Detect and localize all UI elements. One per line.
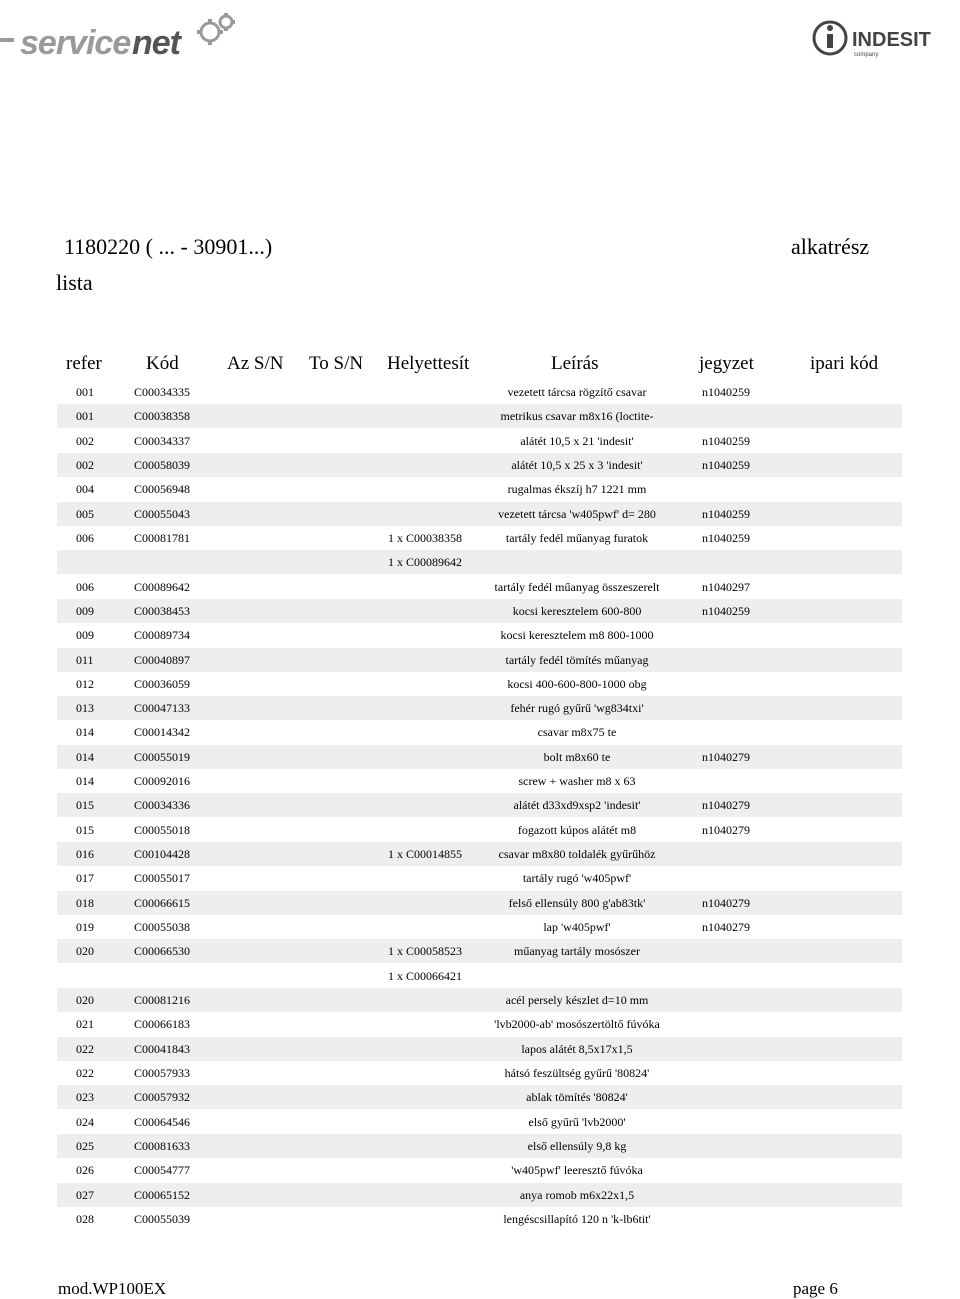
refer-cell: 022 xyxy=(76,1065,94,1080)
jegyzet-cell: n1040279 xyxy=(702,749,750,764)
table-row xyxy=(57,623,902,647)
kod-cell: C00057932 xyxy=(134,1090,191,1105)
kod-cell: C00058039 xyxy=(134,457,191,472)
kod-cell: C00055038 xyxy=(134,920,191,935)
refer-cell: 020 xyxy=(76,944,94,959)
col-header-refer: refer xyxy=(66,353,102,374)
leiras-cell: 'w405pwf' leeresztő fúvóka xyxy=(511,1163,643,1178)
leiras-cell: screw + washer m8 x 63 xyxy=(518,774,636,789)
table-row xyxy=(57,696,902,720)
kod-cell: C00056948 xyxy=(134,482,191,497)
svg-text:net: net xyxy=(132,24,180,62)
table-row xyxy=(57,404,902,428)
jegyzet-cell: n1040259 xyxy=(702,603,750,618)
leiras-cell: anya romob m6x22x1,5 xyxy=(519,1187,635,1202)
kod-cell: C00055039 xyxy=(134,1211,191,1226)
leiras-cell: 'lvb2000-ab' mosószertöltő fúvóka xyxy=(494,1017,660,1032)
refer-cell: 026 xyxy=(76,1163,94,1178)
kod-cell: C00034335 xyxy=(134,385,191,399)
table-row xyxy=(57,672,902,696)
table-row xyxy=(57,745,902,769)
leiras-cell: lengéscsillapító 120 n 'k-lb6tit' xyxy=(503,1211,651,1226)
document-title: 1180220 ( ... - 30901...) xyxy=(64,234,273,259)
table-row xyxy=(57,818,902,842)
refer-cell: 015 xyxy=(76,822,94,837)
jegyzet-cell: n1040259 xyxy=(702,433,750,448)
col-header-jegyzet: jegyzet xyxy=(699,353,754,374)
kod-cell: C00104428 xyxy=(134,847,191,862)
refer-cell: 004 xyxy=(76,482,94,497)
leiras-cell: lapos alátét 8,5x17x1,5 xyxy=(521,1041,633,1056)
jegyzet-cell: n1040259 xyxy=(702,457,750,472)
kod-cell: C00089734 xyxy=(134,628,191,643)
table-row xyxy=(57,502,902,526)
table-row xyxy=(57,453,902,477)
table-row xyxy=(57,526,902,550)
kod-cell: C00041843 xyxy=(134,1041,191,1056)
refer-cell: 009 xyxy=(76,628,94,643)
kod-cell: C00066183 xyxy=(134,1017,191,1032)
refer-cell: 002 xyxy=(76,457,94,472)
refer-cell: 022 xyxy=(76,1041,94,1056)
svg-text:INDESIT: INDESIT xyxy=(852,29,931,51)
table-row xyxy=(57,1012,902,1036)
kod-cell: C00066615 xyxy=(134,895,191,910)
leiras-cell: ablak tömítés '80824' xyxy=(526,1090,628,1105)
kod-cell: C00066530 xyxy=(134,944,191,959)
table-row xyxy=(57,842,902,866)
table-row xyxy=(57,1085,902,1109)
kod-cell: C00065152 xyxy=(134,1187,191,1202)
jegyzet-cell: n1040259 xyxy=(702,385,750,399)
leiras-cell: tartály fedél műanyag furatok xyxy=(505,530,649,545)
footer-model: mod.WP100EX xyxy=(58,1279,167,1298)
leiras-cell: első gyűrű 'lvb2000' xyxy=(528,1114,626,1129)
table-row xyxy=(57,939,902,963)
leiras-cell: acél persely készlet d=10 mm xyxy=(505,993,649,1007)
table-row xyxy=(57,1061,902,1085)
table-row xyxy=(57,1207,902,1231)
refer-cell: 012 xyxy=(76,676,94,691)
refer-cell: 023 xyxy=(76,1090,94,1105)
kod-cell: C00055018 xyxy=(134,822,191,837)
leiras-cell: tartály rugó 'w405pwf' xyxy=(522,871,632,886)
kod-cell: C00064546 xyxy=(134,1114,191,1129)
table-row xyxy=(57,866,902,890)
col-header-leiras: Leírás xyxy=(551,353,599,374)
refer-cell: 018 xyxy=(76,895,94,910)
kod-cell: C00034337 xyxy=(134,433,191,448)
document-title-suffix: alkatrész xyxy=(791,234,870,259)
table-row xyxy=(57,915,902,939)
leiras-cell: hátsó feszültség gyűrű '80824' xyxy=(504,1065,650,1080)
document-title-line2: lista xyxy=(56,270,93,295)
jegyzet-cell: n1040279 xyxy=(702,822,750,837)
leiras-cell: tartály fedél tömítés műanyag xyxy=(505,652,649,667)
refer-cell: 014 xyxy=(76,749,94,764)
table-row xyxy=(57,1134,902,1158)
leiras-cell: tartály fedél műanyag összeszerelt xyxy=(494,579,660,594)
refer-cell: 024 xyxy=(76,1114,94,1129)
col-header-kod: Kód xyxy=(146,353,179,374)
kod-cell: C00014342 xyxy=(134,725,191,740)
col-header-ipari-kod: ipari kód xyxy=(810,353,879,374)
jegyzet-cell: n1040279 xyxy=(702,920,750,935)
servicenet-logo xyxy=(0,8,260,68)
refer-cell: 006 xyxy=(76,530,94,545)
leiras-cell: kocsi keresztelem 600-800 xyxy=(512,603,642,618)
refer-cell: 027 xyxy=(76,1187,94,1202)
jegyzet-cell: n1040259 xyxy=(702,530,750,545)
kod-cell: C00089642 xyxy=(134,579,191,594)
table-row xyxy=(57,1110,902,1134)
refer-cell: 016 xyxy=(76,847,94,862)
leiras-cell: vezetett tárcsa rögzítő csavar xyxy=(507,385,647,399)
refer-cell: 013 xyxy=(76,701,94,716)
refer-cell: 002 xyxy=(76,433,94,448)
helyettesit-cell: 1 x C00014855 xyxy=(388,847,463,862)
kod-cell: C00054777 xyxy=(134,1163,191,1178)
refer-cell: 006 xyxy=(76,579,94,594)
kod-cell: C00057933 xyxy=(134,1065,191,1080)
col-header-helyettesit: Helyettesít xyxy=(387,353,470,374)
table-row xyxy=(57,380,902,404)
kod-cell: C00038453 xyxy=(134,603,191,618)
leiras-cell: kocsi 400-600-800-1000 obg xyxy=(507,676,647,691)
refer-cell: 011 xyxy=(76,652,94,667)
kod-cell: C00036059 xyxy=(134,676,191,691)
leiras-cell: csavar m8x80 toldalék gyűrűhöz xyxy=(498,847,656,862)
kod-cell: C00038358 xyxy=(134,409,191,424)
table-row xyxy=(57,720,902,744)
table-row xyxy=(57,988,902,1012)
helyettesit-cell: 1 x C00058523 xyxy=(388,944,463,959)
refer-cell: 014 xyxy=(76,774,94,789)
kod-cell: C00092016 xyxy=(134,774,191,789)
leiras-cell: rugalmas ékszíj h7 1221 mm xyxy=(507,482,647,497)
table-row xyxy=(57,599,902,623)
kod-cell: C00055017 xyxy=(134,871,191,886)
leiras-cell: fogazott kúpos alátét m8 xyxy=(517,822,637,837)
leiras-cell: csavar m8x75 te xyxy=(537,725,617,740)
svg-text:company: company xyxy=(854,52,879,58)
page-header xyxy=(0,0,960,78)
kod-cell: C00081633 xyxy=(134,1138,191,1153)
table-row xyxy=(57,891,902,915)
refer-cell: 014 xyxy=(76,725,94,740)
refer-cell: 001 xyxy=(76,385,94,399)
refer-cell: 020 xyxy=(76,993,94,1007)
refer-cell: 025 xyxy=(76,1138,94,1153)
table-row xyxy=(57,769,902,793)
leiras-cell: bolt m8x60 te xyxy=(543,749,611,764)
kod-cell: C00055019 xyxy=(134,749,191,764)
svg-text:service: service xyxy=(20,24,131,62)
jegyzet-cell: n1040297 xyxy=(702,579,750,594)
refer-cell: 021 xyxy=(76,1017,94,1032)
helyettesit-cell: 1 x C00066421 xyxy=(388,968,463,983)
col-header-az-sn: Az S/N xyxy=(227,353,284,374)
helyettesit-cell: 1 x C00089642 xyxy=(388,555,463,570)
leiras-cell: metrikus csavar m8x16 (loctite- xyxy=(500,409,654,424)
leiras-cell: kocsi keresztelem m8 800-1000 xyxy=(500,628,654,643)
col-header-to-sn: To S/N xyxy=(309,353,364,374)
jegyzet-cell: n1040279 xyxy=(702,895,750,910)
table-row xyxy=(57,1037,902,1061)
leiras-cell: lap 'w405pwf' xyxy=(543,920,611,935)
leiras-cell: alátét 10,5 x 25 x 3 'indesit' xyxy=(511,457,643,472)
table-row xyxy=(57,1183,902,1207)
kod-cell: C00081781 xyxy=(134,530,191,545)
refer-cell: 028 xyxy=(76,1211,94,1226)
table-row xyxy=(57,964,902,988)
helyettesit-cell: 1 x C00038358 xyxy=(388,530,463,545)
refer-cell: 015 xyxy=(76,798,94,813)
table-row xyxy=(57,648,902,672)
leiras-cell: műanyag tartály mosószer xyxy=(514,944,640,959)
indesit-logo xyxy=(812,14,942,62)
leiras-cell: felső ellensúly 800 g'ab83tk' xyxy=(508,895,646,910)
table-row xyxy=(57,575,902,599)
refer-cell: 001 xyxy=(76,409,94,424)
table-row xyxy=(57,550,902,574)
table-row xyxy=(57,1158,902,1182)
leiras-cell: első ellensúly 9,8 kg xyxy=(527,1138,627,1153)
kod-cell: C00047133 xyxy=(134,701,191,716)
leiras-cell: fehér rugó gyűrű 'wg834txi' xyxy=(510,701,644,716)
leiras-cell: vezetett tárcsa 'w405pwf' d= 280 xyxy=(498,506,656,521)
jegyzet-cell: n1040259 xyxy=(702,506,750,521)
refer-cell: 017 xyxy=(76,871,94,886)
table-row xyxy=(57,429,902,453)
leiras-cell: alátét d33xd9xsp2 'indesit' xyxy=(513,798,641,813)
refer-cell: 009 xyxy=(76,603,94,618)
kod-cell: C00040897 xyxy=(134,652,191,667)
refer-cell: 019 xyxy=(76,920,94,935)
footer-page-number: page 6 xyxy=(793,1279,838,1298)
leiras-cell: alátét 10,5 x 21 'indesit' xyxy=(520,433,634,448)
refer-cell: 005 xyxy=(76,506,94,521)
table-row xyxy=(57,793,902,817)
table-row xyxy=(57,477,902,501)
kod-cell: C00081216 xyxy=(134,993,191,1007)
jegyzet-cell: n1040279 xyxy=(702,798,750,813)
kod-cell: C00055043 xyxy=(134,506,191,521)
kod-cell: C00034336 xyxy=(134,798,191,813)
